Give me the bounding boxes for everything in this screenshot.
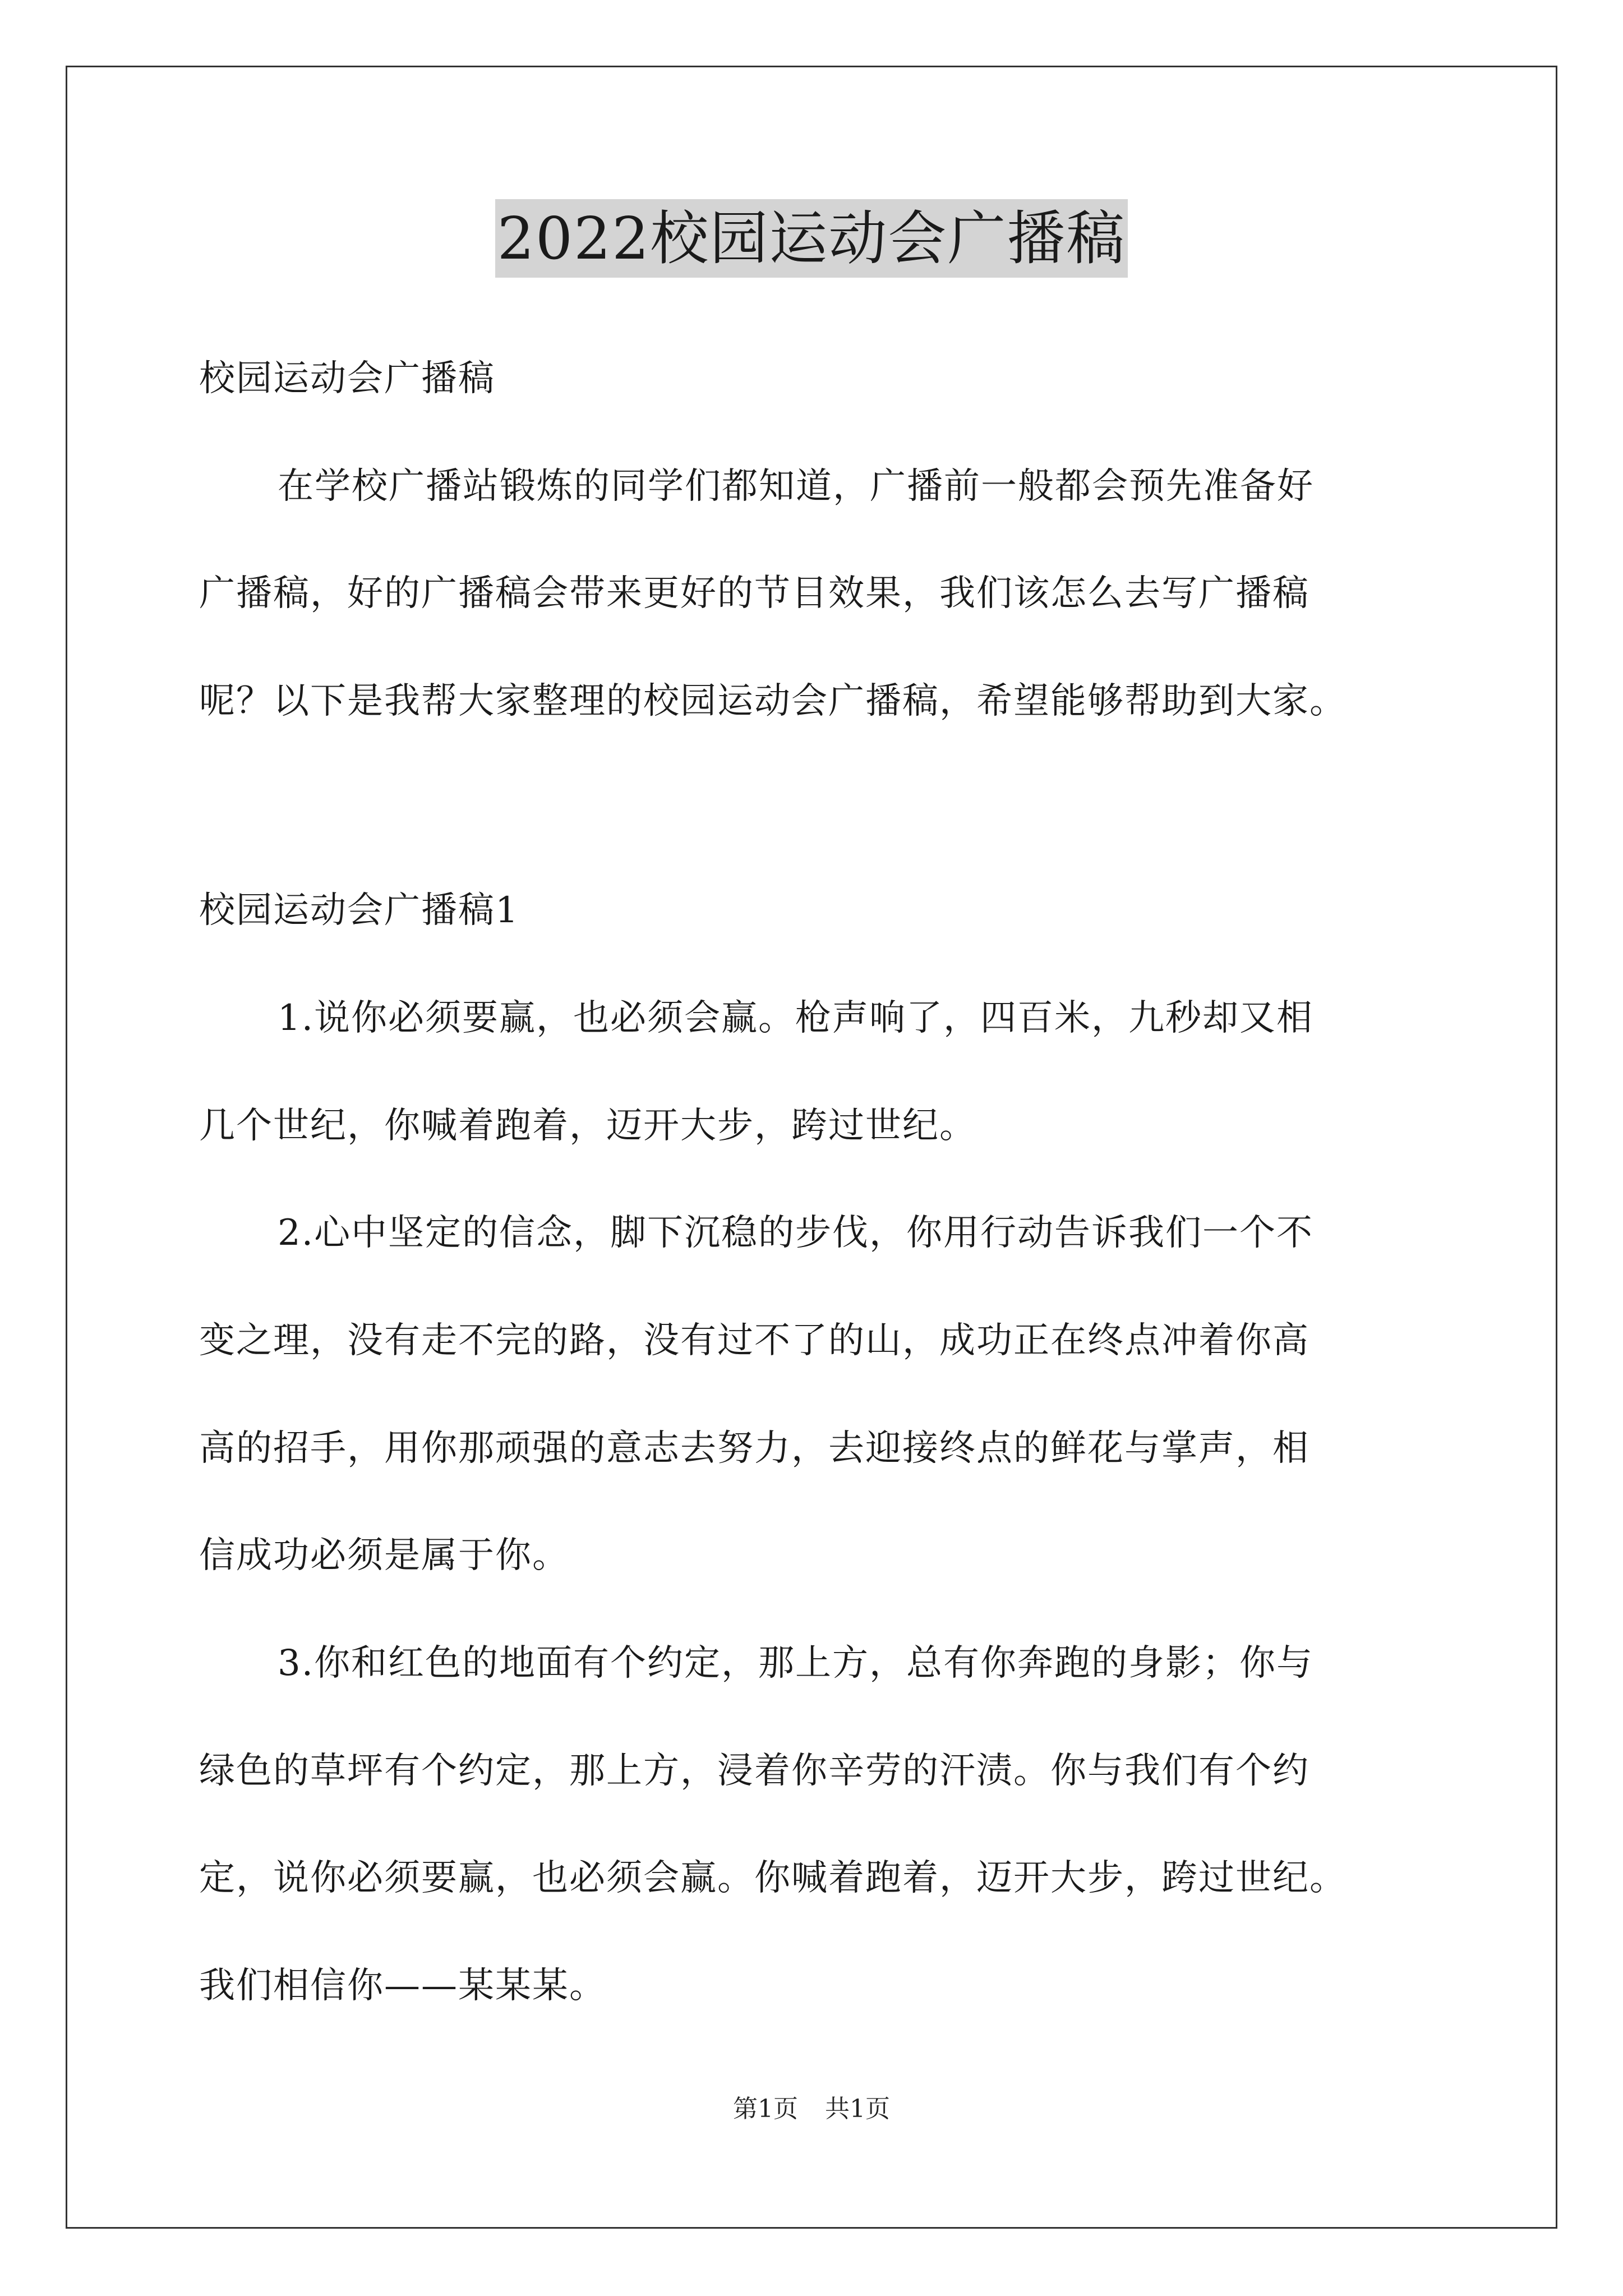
document-title: 2022校园运动会广播稿 (495, 199, 1128, 278)
title-container (0, 199, 1623, 278)
subtitle: 校园运动会广播稿 (199, 358, 495, 399)
page-number: 第1页 (733, 2095, 798, 2123)
item2-line-1: 2.心中坚定的信念，脚下沉稳的步伐，你用行动告诉我们一个不 (278, 1212, 1314, 1254)
intro-line-1: 在学校广播站锻炼的同学们都知道，广播前一般都会预先准备好 (278, 466, 1314, 507)
section-heading: 校园运动会广播稿1 (199, 890, 519, 931)
item2-line-4: 信成功必须是属于你。 (199, 1535, 569, 1576)
item3-line-2: 绿色的草坪有个约定，那上方，浸着你辛劳的汗渍。你与我们有个约 (199, 1750, 1310, 1792)
item3-line-3: 定，说你必须要赢，也必须会赢。你喊着跑着，迈开大步，跨过世纪。 (199, 1857, 1347, 1899)
page-total: 共1页 (825, 2095, 890, 2123)
item1-line-2: 几个世纪，你喊着跑着，迈开大步，跨过世纪。 (199, 1105, 976, 1147)
item3-line-4: 我们相信你——某某某。 (199, 1965, 606, 2007)
intro-line-2: 广播稿，好的广播稿会带来更好的节目效果，我们该怎么去写广播稿 (199, 573, 1310, 614)
item1-line-1: 1.说你必须要赢，也必须会赢。枪声响了，四百米，九秒却又相 (278, 997, 1314, 1039)
item2-line-3: 高的招手，用你那顽强的意志去努力，去迎接终点的鲜花与掌声，相 (199, 1428, 1310, 1469)
page-footer (0, 2092, 1623, 2126)
intro-line-3: 呢？以下是我帮大家整理的校园运动会广播稿，希望能够帮助到大家。 (199, 680, 1347, 722)
item2-line-2: 变之理，没有走不完的路，没有过不了的山，成功正在终点冲着你高 (199, 1320, 1310, 1361)
item3-line-1: 3.你和红色的地面有个约定，那上方，总有你奔跑的身影；你与 (278, 1642, 1314, 1684)
